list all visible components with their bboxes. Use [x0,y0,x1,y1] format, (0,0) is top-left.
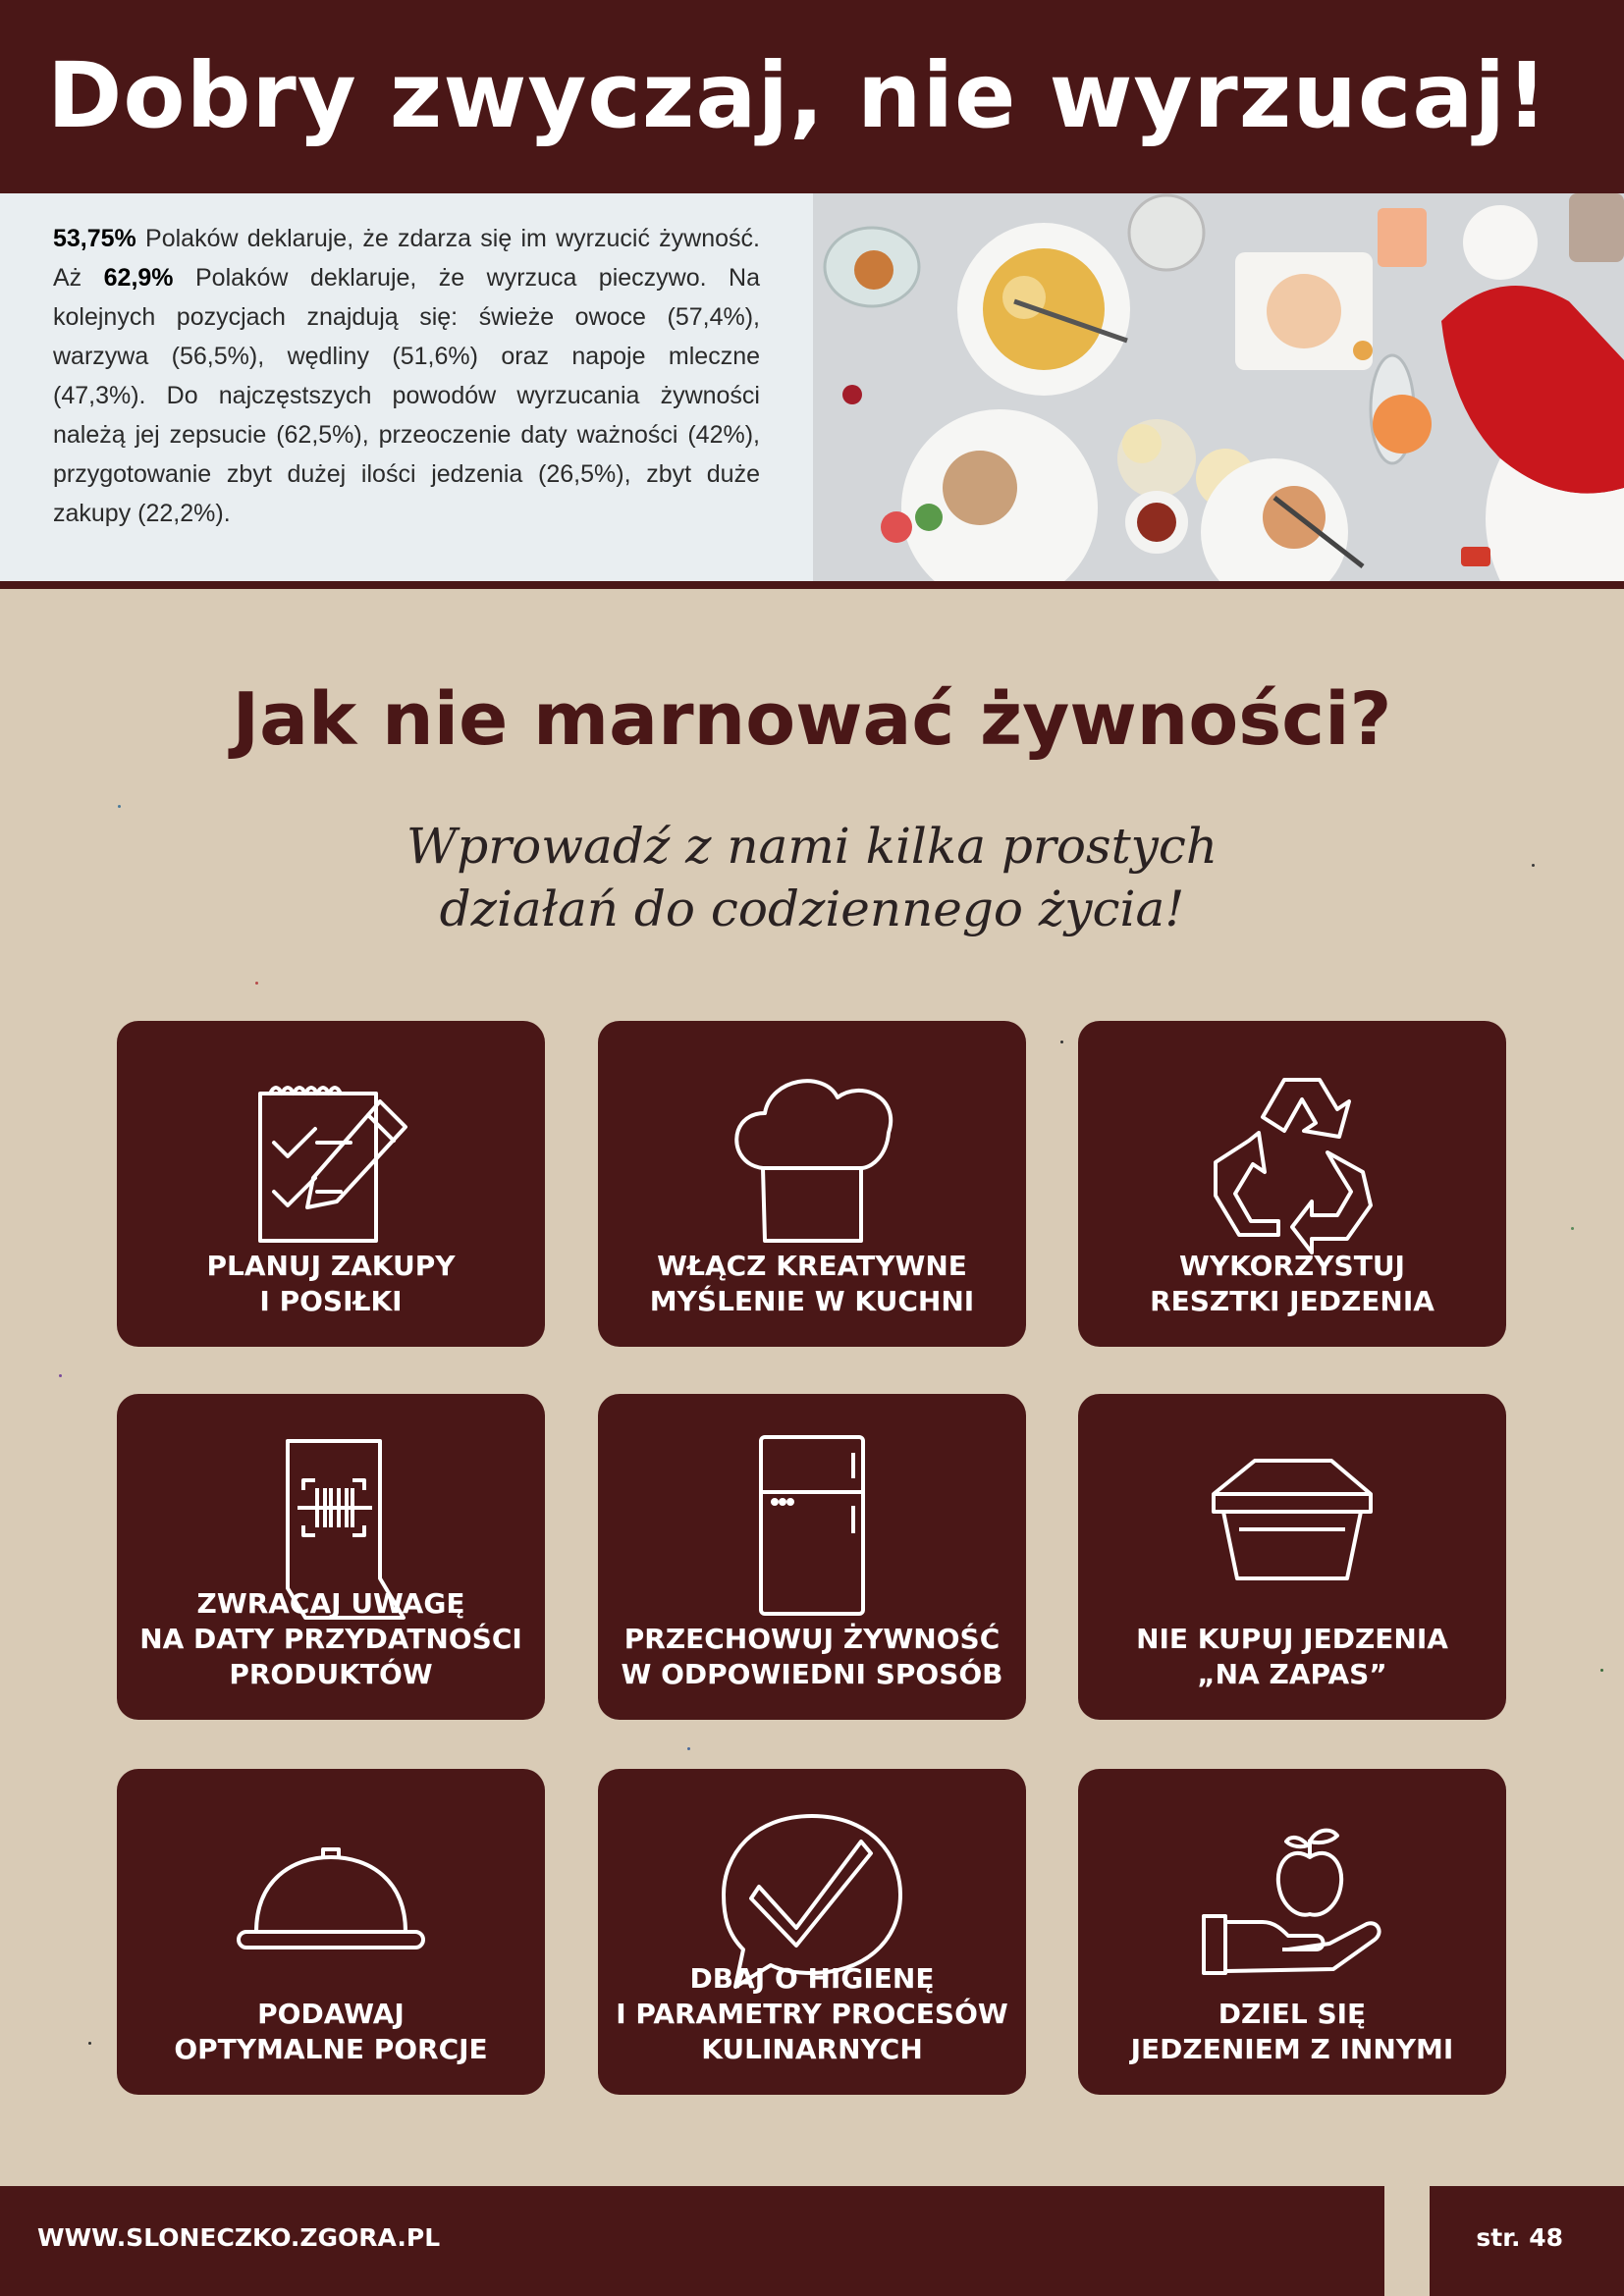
divider [0,581,1624,589]
tip-tile [1078,1769,1506,2095]
footer-bar [0,2186,1384,2296]
tile-label: PLANUJ ZAKUPY I POSIŁKI [206,1250,456,1317]
tile-label: DZIEL SIĘ JEDZENIEM Z INNYMI [1130,1998,1454,2065]
tile-label: DBAJ O HIGIENĘ I PARAMETRY PROCESÓW KULINARNYCH [616,1962,1008,2065]
section-subtitle: Wprowadź z nami kilka prostych działań do codziennego życia! [406,818,1218,937]
page-number-box [1430,2186,1624,2296]
tile-label: WYKORZYSTUJ RESZTKI JEDZENIA [1150,1250,1435,1317]
fridge-icon [714,1431,910,1628]
stat-percent: 53,75% [53,225,136,252]
page-number: str. 48 [1476,2223,1563,2252]
tip-tile [1078,1394,1506,1720]
leftover-food-photo [813,193,1624,581]
recycle-icon [1194,1058,1390,1255]
page-title: Dobry zwyczaj, nie wyrzucaj! [47,43,1548,148]
tile-label: NIE KUPUJ JEDZENIA „NA ZAPAS” [1136,1623,1448,1690]
serving-cloche-icon [233,1806,429,2002]
tile-label: PODAWAJ OPTYMALNE PORCJE [174,1998,488,2065]
tip-tile [598,1769,1026,2095]
tile-label: ZWRACAJ UWAGĘ NA DATY PRZYDATNOŚCI PRODUKTÓW [139,1587,522,1690]
tip-tile [117,1394,545,1720]
tip-tile [117,1021,545,1347]
intro-panel [0,193,813,581]
chef-hat-icon [714,1058,910,1255]
stat-percent: 62,9% [103,264,174,292]
tip-tile [598,1394,1026,1720]
section-title: Jak nie marnować żywności? [232,677,1392,762]
tip-tile [598,1021,1026,1347]
tile-label: PRZECHOWUJ ŻYWNOŚĆ W ODPOWIEDNI SPOSÓB [621,1623,1003,1690]
tip-tile [1078,1021,1506,1347]
intro-text: 53,75% Polaków deklaruje, że zdarza się im wyrzucić żywność. Aż 62,9% Polaków deklaruje, że wyrzuca pieczywo. Na kolejnych pozycjach znajdują się: świeże owoce (57,4%), warzywa (56,5%), wędliny (51,6%) oraz napoje mleczne (47,3%). Do najczęstszych powodów wyrzucania żywności należą jej zepsucie (62,5%), przeoczenie daty ważności (42%), przygotowanie zbyt dużej ilości jedzenia (26,5%), zbyt duże zakupy (22,2%). [53,225,760,527]
tip-tile [117,1769,545,2095]
food-container-icon [1194,1431,1390,1628]
notepad-pencil-icon [233,1058,429,1255]
header-banner [0,0,1624,193]
website-link[interactable]: WWW.SLONECZKO.ZGORA.PL [37,2223,441,2252]
tile-label: WŁĄCZ KREATYWNE MYŚLENIE W KUCHNI [649,1250,975,1317]
hand-apple-icon [1194,1806,1390,2002]
